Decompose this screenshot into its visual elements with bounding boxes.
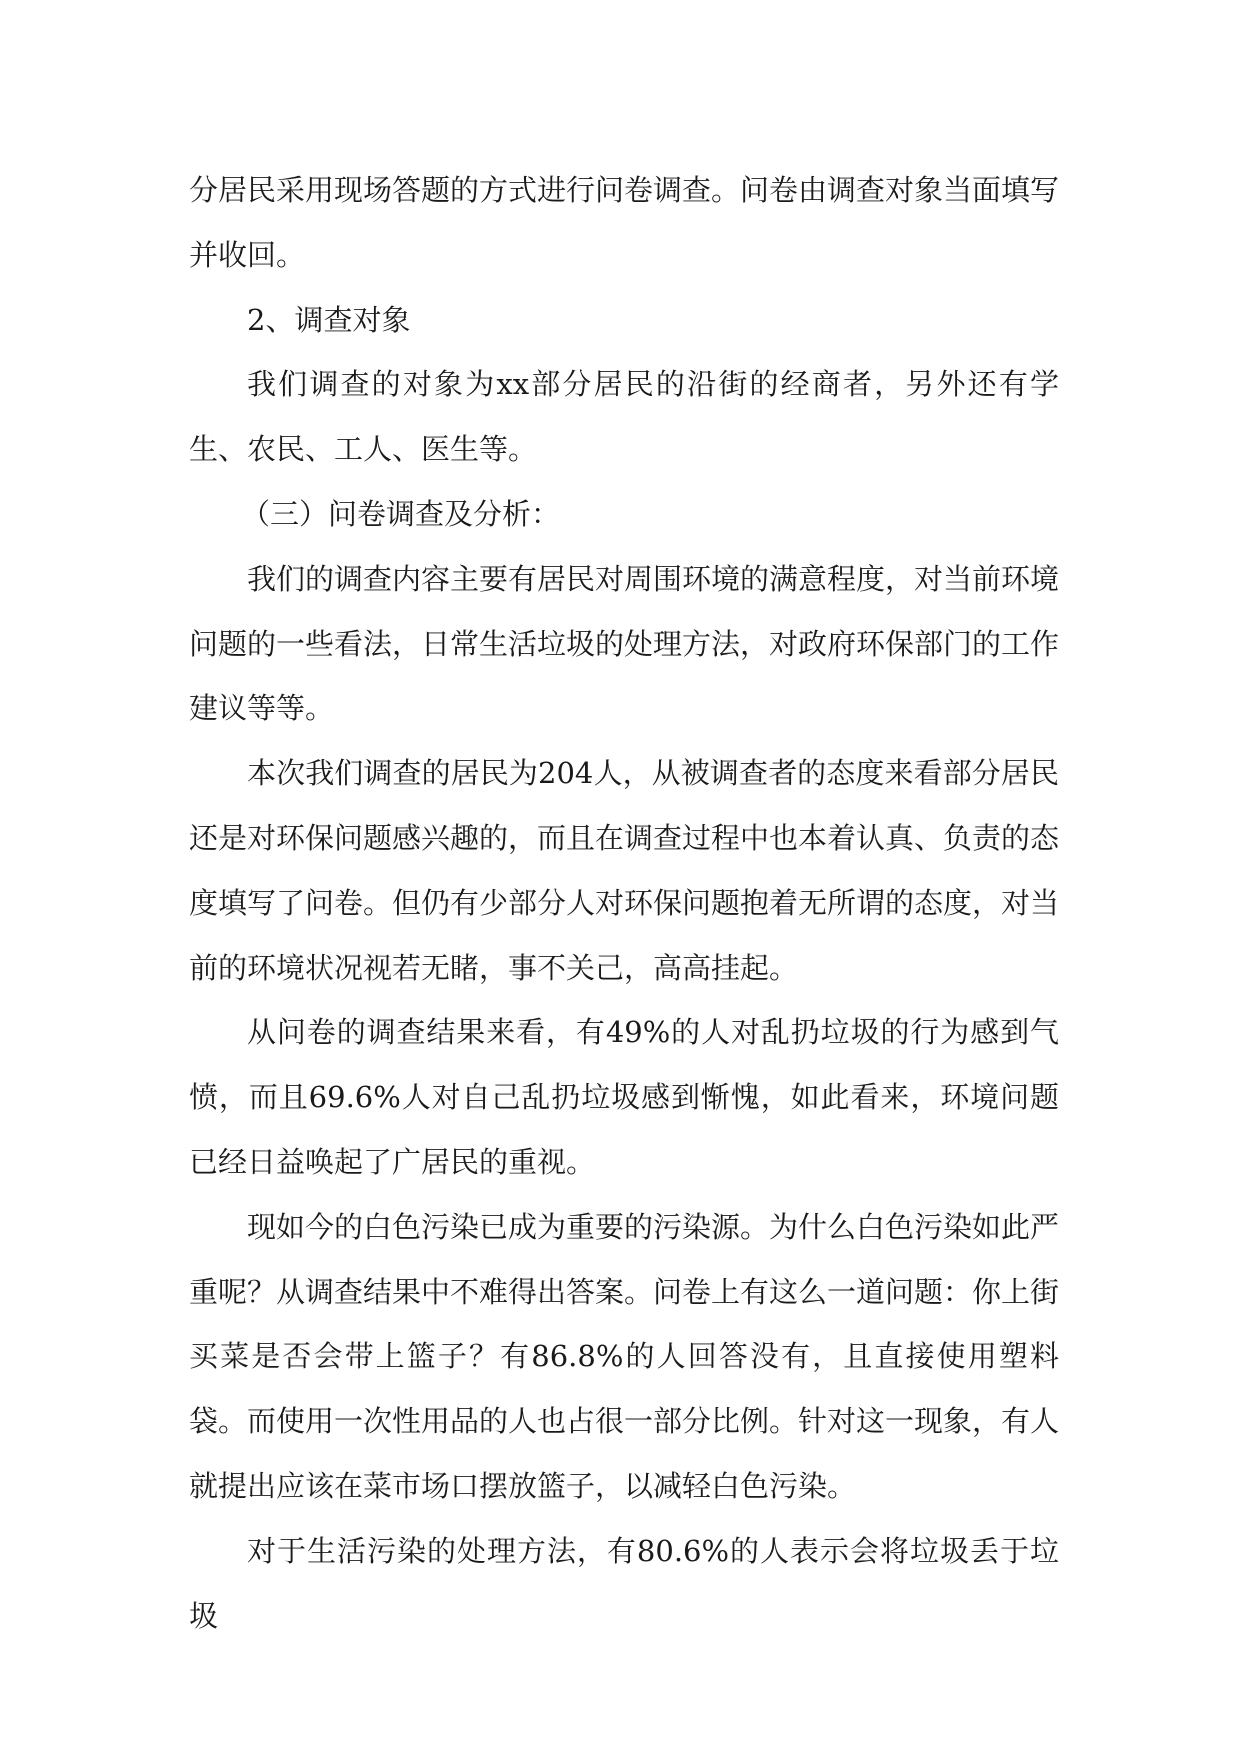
paragraph-survey-subjects: 我们调查的对象为xx部分居民的沿街的经商者，另外还有学生、农民、工人、医生等。 <box>189 367 1059 467</box>
body-text <box>189 158 1059 1648</box>
heading-questionnaire-analysis: （三）问卷调查及分析： <box>241 496 561 531</box>
heading-survey-subjects: 2、调查对象 <box>247 302 411 337</box>
paragraph-survey-method-continued: 分居民采用现场答题的方式进行问卷调查。问卷由调查对象当面填写并收回。 <box>189 173 1060 272</box>
paragraph-waste-handling: 对于生活污染的处理方法，有80.6%的人表示会将垃圾丢于垃圾 <box>189 1533 1059 1633</box>
paragraph-respondent-attitudes: 本次我们调查的居民为204人，从被调查者的态度来看部分居民还是对环保问题感兴趣的，而且在调查过程中也本着认真、负责的态度填写了问卷。但仍有少部分人对环保问题抱着无所谓的态度，对当前的环境状况视若无睹，事不关己，高高挂起。 <box>189 756 1060 985</box>
paragraph-survey-content: 我们的调查内容主要有居民对周围环境的满意程度，对当前环境问题的一些看法，日常生活垃圾的处理方法，对政府环保部门的工作建议等等。 <box>189 561 1060 726</box>
paragraph-littering-results: 从问卷的调查结果来看，有49%的人对乱扔垃圾的行为感到气愤，而且69.6%人对自己乱扔垃圾感到惭愧，如此看来，环境问题已经日益唤起了广居民的重视。 <box>189 1015 1059 1179</box>
paragraph-white-pollution: 现如今的白色污染已成为重要的污染源。为什么白色污染如此严重呢？从调查结果中不难得出答案。问卷上有这么一道问题：你上街买菜是否会带上篮子？有86.8%的人回答没有，且直接使用塑料袋。而使用一次性用品的人也占很一部分比例。针对这一现象，有人就提出应该在菜市场口摆放篮子，以减轻白色污染。 <box>189 1209 1060 1503</box>
